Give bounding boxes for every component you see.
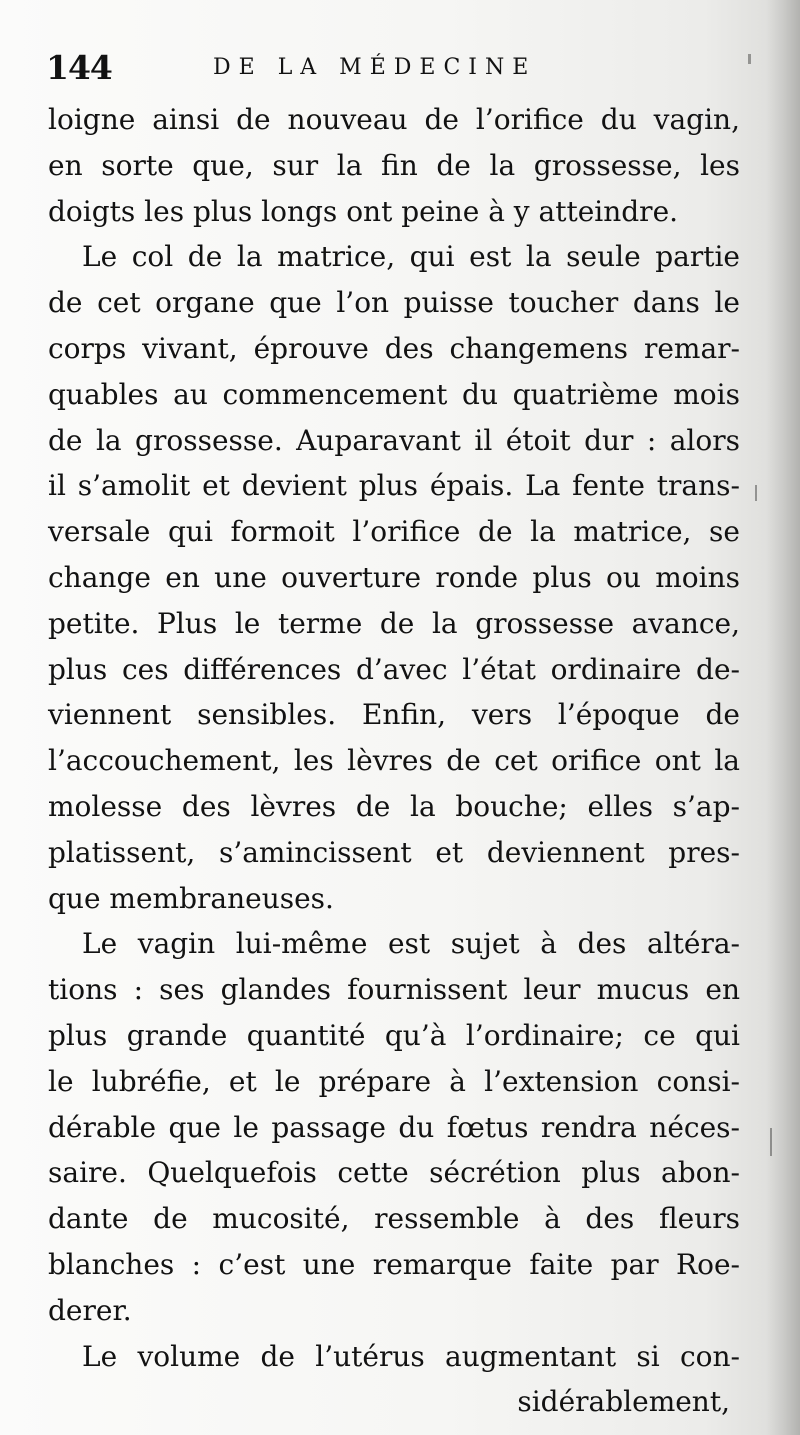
ink-speck (748, 54, 751, 64)
text-line: doigts les plus longs ont peine à y atteindre. (48, 194, 679, 228)
text-line: de cet organe que l’on puisse toucher dans le (48, 286, 740, 320)
catchword: sidérablement, (517, 1385, 730, 1419)
text-line: blanches : c’est une remarque faite par Roe- (48, 1247, 740, 1281)
text-line: derer. (48, 1293, 132, 1327)
text-line: plus grande quantité qu’à l’ordinaire; ce qui (48, 1018, 740, 1052)
text-line: corps vivant, éprouve des changemens remar- (48, 331, 740, 365)
text-line: change en une ouverture ronde plus ou moins (48, 560, 740, 594)
text-line: petite. Plus le terme de la grossesse avance, (48, 606, 740, 640)
text-line: Le volume de l’utérus augmentant si con- (82, 1339, 740, 1373)
page-header (38, 48, 738, 88)
text-line: saire. Quelquefois cette sécrétion plus abon- (48, 1156, 740, 1190)
text-line: versale qui formoit l’orifice de la matrice, se (48, 515, 740, 549)
text-line: molesse des lèvres de la bouche; elles s’ap- (48, 789, 740, 823)
text-line: il s’amolit et devient plus épais. La fente trans- (48, 469, 740, 503)
text-line: de la grossesse. Auparavant il étoit dur : alors (48, 423, 740, 457)
ink-speck (755, 485, 757, 501)
text-line: platissent, s’amincissent et deviennent pres- (48, 835, 740, 869)
page-edge-shadow (766, 0, 800, 1435)
ink-speck (770, 1128, 772, 1156)
text-line: Le vagin lui-même est sujet à des altéra- (82, 927, 740, 961)
text-line: Le col de la matrice, qui est la seule partie (82, 240, 740, 274)
text-line: en sorte que, sur la fin de la grossesse, les (48, 148, 740, 182)
text-line: l’accouchement, les lèvres de cet orifice ont la (48, 744, 740, 778)
text-line: dérable que le passage du fœtus rendra néces- (48, 1110, 740, 1144)
text-line: tions : ses glandes fournissent leur mucus en (48, 973, 740, 1007)
text-line: loigne ainsi de nouveau de l’orifice du vagin, (48, 103, 740, 136)
text-line: viennent sensibles. Enfin, vers l’époque de (48, 698, 740, 732)
text-line: dante de mucosité, ressemble à des fleurs (48, 1202, 740, 1236)
text-line: quables au commencement du quatrième mois (48, 377, 740, 411)
text-line: plus ces différences d’avec l’état ordinaire de- (48, 652, 740, 686)
text-line: le lubréfie, et le prépare à l’extension consi- (48, 1064, 740, 1098)
page-number: 144 (46, 48, 112, 87)
body-text (48, 97, 740, 1425)
text-line: que membraneuses. (48, 881, 334, 915)
running-title: DE LA MÉDECINE (213, 55, 537, 80)
